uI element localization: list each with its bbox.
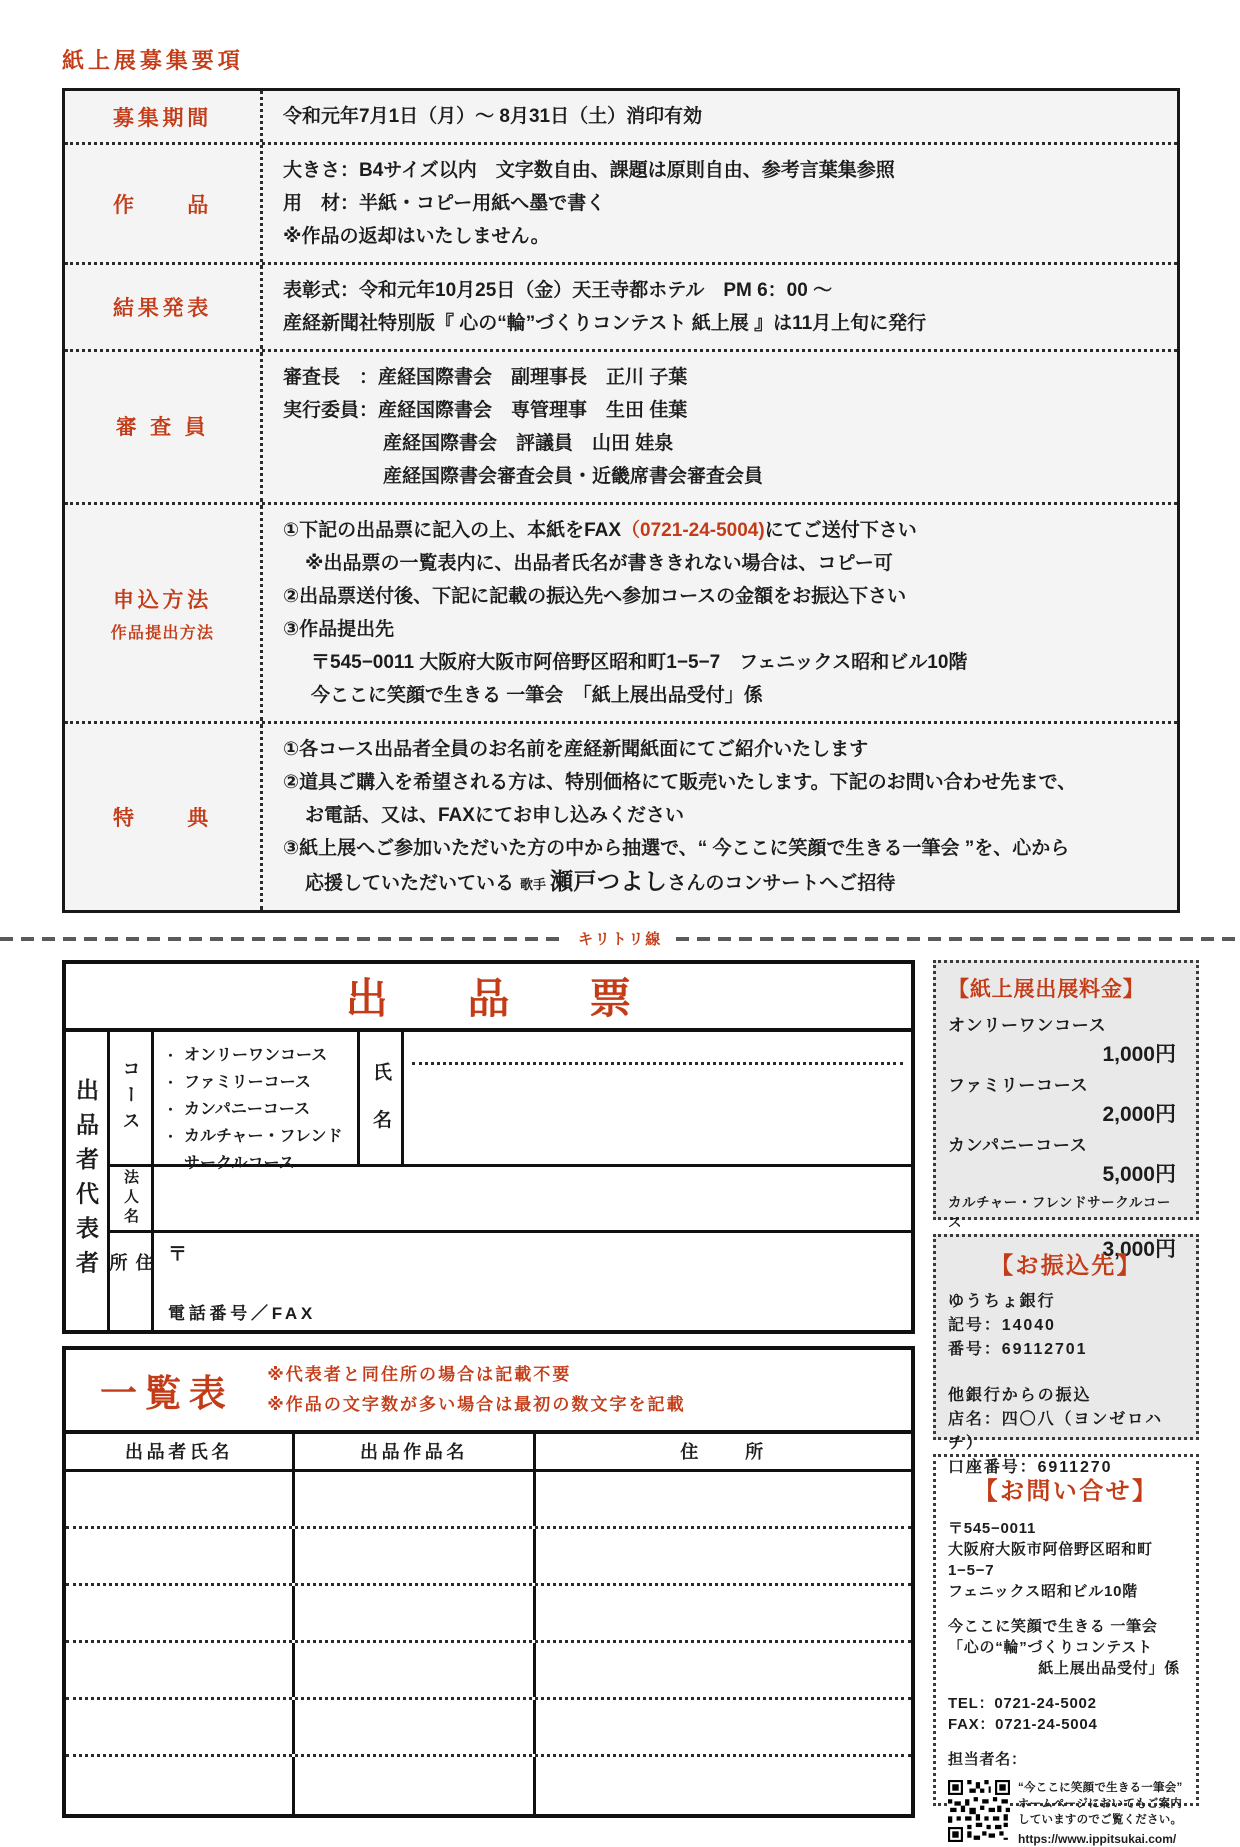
cell-address bbox=[536, 1529, 911, 1583]
row-judges bbox=[65, 352, 1177, 505]
entry-form-rows bbox=[107, 1032, 911, 1330]
page-title: 紙上展募集要項 bbox=[62, 48, 244, 73]
row-results bbox=[65, 265, 1177, 352]
fees-title: 【紙上展出展料金】 bbox=[948, 978, 1145, 1001]
contact-tel: TEL：0721-24-5002 bbox=[948, 1695, 1097, 1712]
cell-address bbox=[536, 1586, 911, 1640]
content-results bbox=[263, 265, 1177, 349]
course-option-label: カンパニーコース bbox=[184, 1101, 311, 1118]
list-column-headers bbox=[66, 1434, 911, 1472]
representative-label-cell bbox=[66, 1032, 110, 1330]
cell-address bbox=[536, 1757, 911, 1814]
entry-form-title: 出品票 bbox=[345, 975, 712, 1022]
results-line: 産経新聞社特別版『 心の“輪”づくりコンテスト 紙上展 』は11月上旬に発行 bbox=[283, 313, 927, 334]
website-url: https://www.ippitsukai.com/ bbox=[1018, 1832, 1177, 1846]
list-table-header-band bbox=[66, 1350, 911, 1434]
row-benefits bbox=[65, 724, 1177, 910]
list-empty-row bbox=[66, 1643, 911, 1700]
label-application bbox=[65, 505, 263, 721]
fee-price: 5,000円 bbox=[1102, 1163, 1176, 1186]
benefits-line: ③紙上展へご参加いただいた方の中から抽選で、“ 今ここに笑顔で生きる一筆会 ”を、心から bbox=[283, 838, 1070, 859]
application-label-main: 申込方法 bbox=[112, 588, 213, 612]
cell-entrant-name bbox=[66, 1472, 295, 1526]
bank-other-title: 他銀行からの振込 bbox=[948, 1387, 1092, 1404]
content-recruitment-period bbox=[263, 91, 1177, 142]
content-judges bbox=[263, 352, 1177, 502]
singer-name: 瀬戸つよし bbox=[550, 868, 668, 894]
address-label-cell bbox=[107, 1233, 154, 1330]
list-empty-row bbox=[66, 1586, 911, 1643]
forms-area bbox=[62, 960, 1200, 1846]
cell-entrant-name bbox=[66, 1757, 295, 1814]
label-recruitment-period: 募集期間 bbox=[65, 91, 263, 142]
column-header-address: 住 所 bbox=[680, 1442, 767, 1462]
works-line: 用 材：半紙・コピー用紙へ墨で書く bbox=[283, 193, 606, 214]
benefits-line: ②道具ご購入を希望される方は、特別価格にて販売いたします。下記のお問い合わせ先まで、 bbox=[283, 772, 1077, 793]
bullet-icon: ・ bbox=[164, 1129, 178, 1144]
bank-symbol: 記号：14040 bbox=[948, 1317, 1056, 1334]
fax-line-pre: ①下記の出品票に記入の上、本紙をFAX bbox=[283, 520, 622, 541]
judges-line: 産経国際書会 評議員 山田 娃泉 bbox=[383, 433, 674, 454]
cell-entrant-name bbox=[66, 1529, 295, 1583]
qr-code-icon bbox=[948, 1780, 1010, 1842]
bank-spacer bbox=[948, 1362, 1184, 1384]
bank-account: 口座番号：6911270 bbox=[948, 1459, 1113, 1476]
contact-title: 【お問い合せ】 bbox=[973, 1478, 1159, 1505]
bank-name: ゆうちょ銀行 bbox=[948, 1293, 1056, 1310]
fee-price: 3,000円 bbox=[1102, 1238, 1176, 1261]
cell-entrant-name bbox=[66, 1586, 295, 1640]
application-line-fax bbox=[283, 514, 1157, 547]
application-line: ②出品票送付後、下記に記載の振込先へ参加コースの金額をお振込下さい bbox=[283, 586, 907, 607]
contact-fax: FAX：0721-24-5004 bbox=[948, 1716, 1098, 1733]
representative-label: 出品者代表者 bbox=[73, 1077, 99, 1285]
label-judges: 審 査 員 bbox=[65, 352, 263, 502]
list-empty-row bbox=[66, 1472, 911, 1529]
fee-course: オンリーワンコース bbox=[948, 1016, 1107, 1035]
cell-address bbox=[536, 1643, 911, 1697]
qr-caption-line: ホームページにおいてもご案内 bbox=[1018, 1798, 1182, 1810]
entry-form-body bbox=[66, 1032, 911, 1330]
application-line: 〒545−0011 大阪府大阪市阿倍野区昭和町1−5−7 フェニックス昭和ビル10階 bbox=[311, 652, 968, 673]
fax-number: （0721-24-5004) bbox=[621, 520, 765, 541]
course-label-cell bbox=[110, 1032, 154, 1164]
bank-branch: 店名：四〇八（ヨンゼロハチ） bbox=[948, 1411, 1164, 1452]
cell-work-title bbox=[295, 1586, 536, 1640]
column-header-work-title: 出品作品名 bbox=[295, 1434, 536, 1469]
qr-section bbox=[948, 1780, 1184, 1847]
bank-number: 番号：69112701 bbox=[948, 1341, 1088, 1358]
entry-form-header bbox=[66, 964, 911, 1032]
works-line: ※作品の返却はいたしません。 bbox=[283, 226, 550, 247]
list-table-body bbox=[66, 1472, 911, 1814]
cell-work-title bbox=[295, 1700, 536, 1754]
benefits-line-singer bbox=[283, 865, 1157, 901]
label-benefits: 特 典 bbox=[65, 724, 263, 910]
contact-spacer bbox=[948, 1679, 1184, 1693]
period-text: 令和元年7月1日（月）～ 8月31日（土）消印有効 bbox=[283, 106, 703, 127]
corporate-label-cell bbox=[110, 1167, 154, 1230]
course-option bbox=[164, 1042, 351, 1069]
content-works bbox=[263, 145, 1177, 262]
bank-transfer-box bbox=[933, 1234, 1199, 1476]
name-label-cell bbox=[360, 1032, 404, 1164]
cell-work-title bbox=[295, 1757, 536, 1814]
results-line: 表彰式：令和元年10月25日（金）天王寺都ホテル PM 6：00 ～ bbox=[283, 280, 833, 301]
phone-fax-label: 電話番号／FAX bbox=[168, 1304, 316, 1323]
list-empty-row bbox=[66, 1757, 911, 1814]
application-line: ※出品票の一覧表内に、出品者氏名が書ききれない場合は、コピー可 bbox=[305, 553, 893, 574]
entry-ticket-form bbox=[62, 960, 915, 1334]
contact-org2: 「心の“輪”づくりコンテスト bbox=[948, 1639, 1153, 1656]
cut-dash-right bbox=[676, 937, 1240, 941]
label-results: 結果発表 bbox=[65, 265, 263, 349]
fee-price: 2,000円 bbox=[1102, 1103, 1176, 1126]
course-options-cell bbox=[154, 1032, 360, 1172]
singer-line-pre: 応援していただいている bbox=[305, 873, 515, 894]
cut-line-label: キリトリ線 bbox=[578, 931, 663, 948]
qr-caption-line: していますのでご覧ください。 bbox=[1018, 1814, 1183, 1826]
course-option-label: ファミリーコース bbox=[184, 1074, 311, 1091]
list-note: ※作品の文字数が多い場合は最初の数文字を記載 bbox=[267, 1394, 686, 1414]
postal-mark: 〒 bbox=[168, 1244, 188, 1265]
content-application bbox=[263, 505, 1177, 721]
row-application bbox=[65, 505, 1177, 724]
cell-entrant-name bbox=[66, 1643, 295, 1697]
forms-left-column bbox=[62, 960, 915, 1818]
cell-entrant-name bbox=[66, 1700, 295, 1754]
label-works: 作 品 bbox=[65, 145, 263, 262]
guidelines-table bbox=[62, 88, 1180, 913]
contact-address2: フェニックス昭和ビル10階 bbox=[948, 1583, 1138, 1600]
cut-dash-left bbox=[0, 937, 564, 941]
name-input-field bbox=[404, 1032, 911, 1164]
course-option bbox=[164, 1069, 351, 1096]
list-empty-row bbox=[66, 1529, 911, 1586]
contact-spacer bbox=[948, 1602, 1184, 1616]
judges-line: 産経国際書会審査会員・近畿席書会審査会員 bbox=[383, 466, 764, 487]
cell-address bbox=[536, 1700, 911, 1754]
bullet-icon: ・ bbox=[164, 1048, 178, 1063]
corporate-name-row bbox=[110, 1164, 911, 1230]
contact-box bbox=[933, 1454, 1199, 1846]
application-line: 今ここに笑顔で生きる 一筆会 「紙上展出品受付」係 bbox=[311, 685, 763, 706]
bullet-icon: ・ bbox=[164, 1102, 178, 1117]
cell-work-title bbox=[295, 1529, 536, 1583]
qr-caption-block bbox=[1018, 1780, 1182, 1847]
cell-work-title bbox=[295, 1643, 536, 1697]
staff-name-label: 担当者名： bbox=[948, 1751, 1027, 1768]
fee-course: カンパニーコース bbox=[948, 1136, 1088, 1155]
address-input-field bbox=[154, 1233, 911, 1330]
judges-line: 審査長 ：産経国際書会 副理事長 正川 子葉 bbox=[283, 367, 688, 388]
fax-line-post: にてご送付下さい bbox=[764, 520, 917, 541]
singer-line-post: さんのコンサートへご招待 bbox=[667, 873, 896, 894]
contact-org3: 紙上展出品受付」係 bbox=[1038, 1660, 1180, 1677]
list-table-title: 一覧表 bbox=[100, 1372, 234, 1414]
address-label: 住所 bbox=[107, 1252, 154, 1300]
contact-postal: 〒545−0011 bbox=[948, 1520, 1037, 1537]
list-table-notes bbox=[267, 1360, 685, 1420]
works-line: 大きさ：B4サイズ以内 文字数自由、課題は原則自由、参考言葉集参照 bbox=[283, 160, 895, 181]
contact-address1: 大阪府大阪市阿倍野区昭和町1−5−7 bbox=[948, 1541, 1153, 1579]
qr-caption-line: “今ここに笑顔で生きる一筆会” bbox=[1018, 1782, 1183, 1794]
list-note: ※代表者と同住所の場合は記載不要 bbox=[267, 1365, 572, 1384]
corporate-label: 法人名 bbox=[122, 1169, 139, 1228]
list-empty-row bbox=[66, 1700, 911, 1757]
fees-box bbox=[933, 960, 1199, 1261]
cell-address bbox=[536, 1472, 911, 1526]
bank-title: 【お振込先】 bbox=[990, 1252, 1142, 1278]
column-header-entrant-name: 出品者氏名 bbox=[66, 1434, 295, 1469]
application-line: ③作品提出先 bbox=[283, 619, 395, 640]
forms-right-column bbox=[933, 960, 1199, 1846]
singer-title: 歌手 bbox=[520, 877, 547, 892]
course-label: コース bbox=[120, 1058, 141, 1138]
name-label: 氏名 bbox=[370, 1061, 391, 1157]
course-option-label: オンリーワンコース bbox=[184, 1047, 328, 1064]
bullet-icon: ・ bbox=[164, 1075, 178, 1090]
course-option bbox=[164, 1096, 351, 1123]
fee-price: 1,000円 bbox=[1102, 1043, 1176, 1066]
fee-course: カルチャー・フレンドサークルコース bbox=[948, 1195, 1171, 1230]
course-name-row bbox=[110, 1032, 911, 1172]
row-works bbox=[65, 145, 1177, 265]
fee-course: ファミリーコース bbox=[948, 1076, 1089, 1095]
cell-work-title bbox=[295, 1472, 536, 1526]
cut-line bbox=[0, 928, 1240, 949]
benefits-line: ①各コース出品者全員のお名前を産経新聞紙面にてご紹介いたします bbox=[283, 739, 869, 760]
benefits-line: お電話、又は、FAXにてお申し込みください bbox=[305, 805, 684, 826]
judges-line: 実行委員：産経国際書会 専管理事 生田 佳葉 bbox=[283, 400, 688, 421]
application-label-sub: 作品提出方法 bbox=[110, 624, 215, 642]
address-row bbox=[107, 1230, 911, 1330]
entrants-list-table bbox=[62, 1346, 915, 1818]
furigana-dotted-line bbox=[412, 1062, 903, 1065]
row-recruitment-period bbox=[65, 91, 1177, 145]
contact-spacer bbox=[948, 1735, 1184, 1749]
contact-org1: 今ここに笑顔で生きる 一筆会 bbox=[948, 1618, 1158, 1635]
corporate-input-field bbox=[154, 1167, 911, 1230]
course-option-label: カルチャー・フレンド サークルコース bbox=[184, 1128, 343, 1172]
content-benefits bbox=[263, 724, 1177, 910]
